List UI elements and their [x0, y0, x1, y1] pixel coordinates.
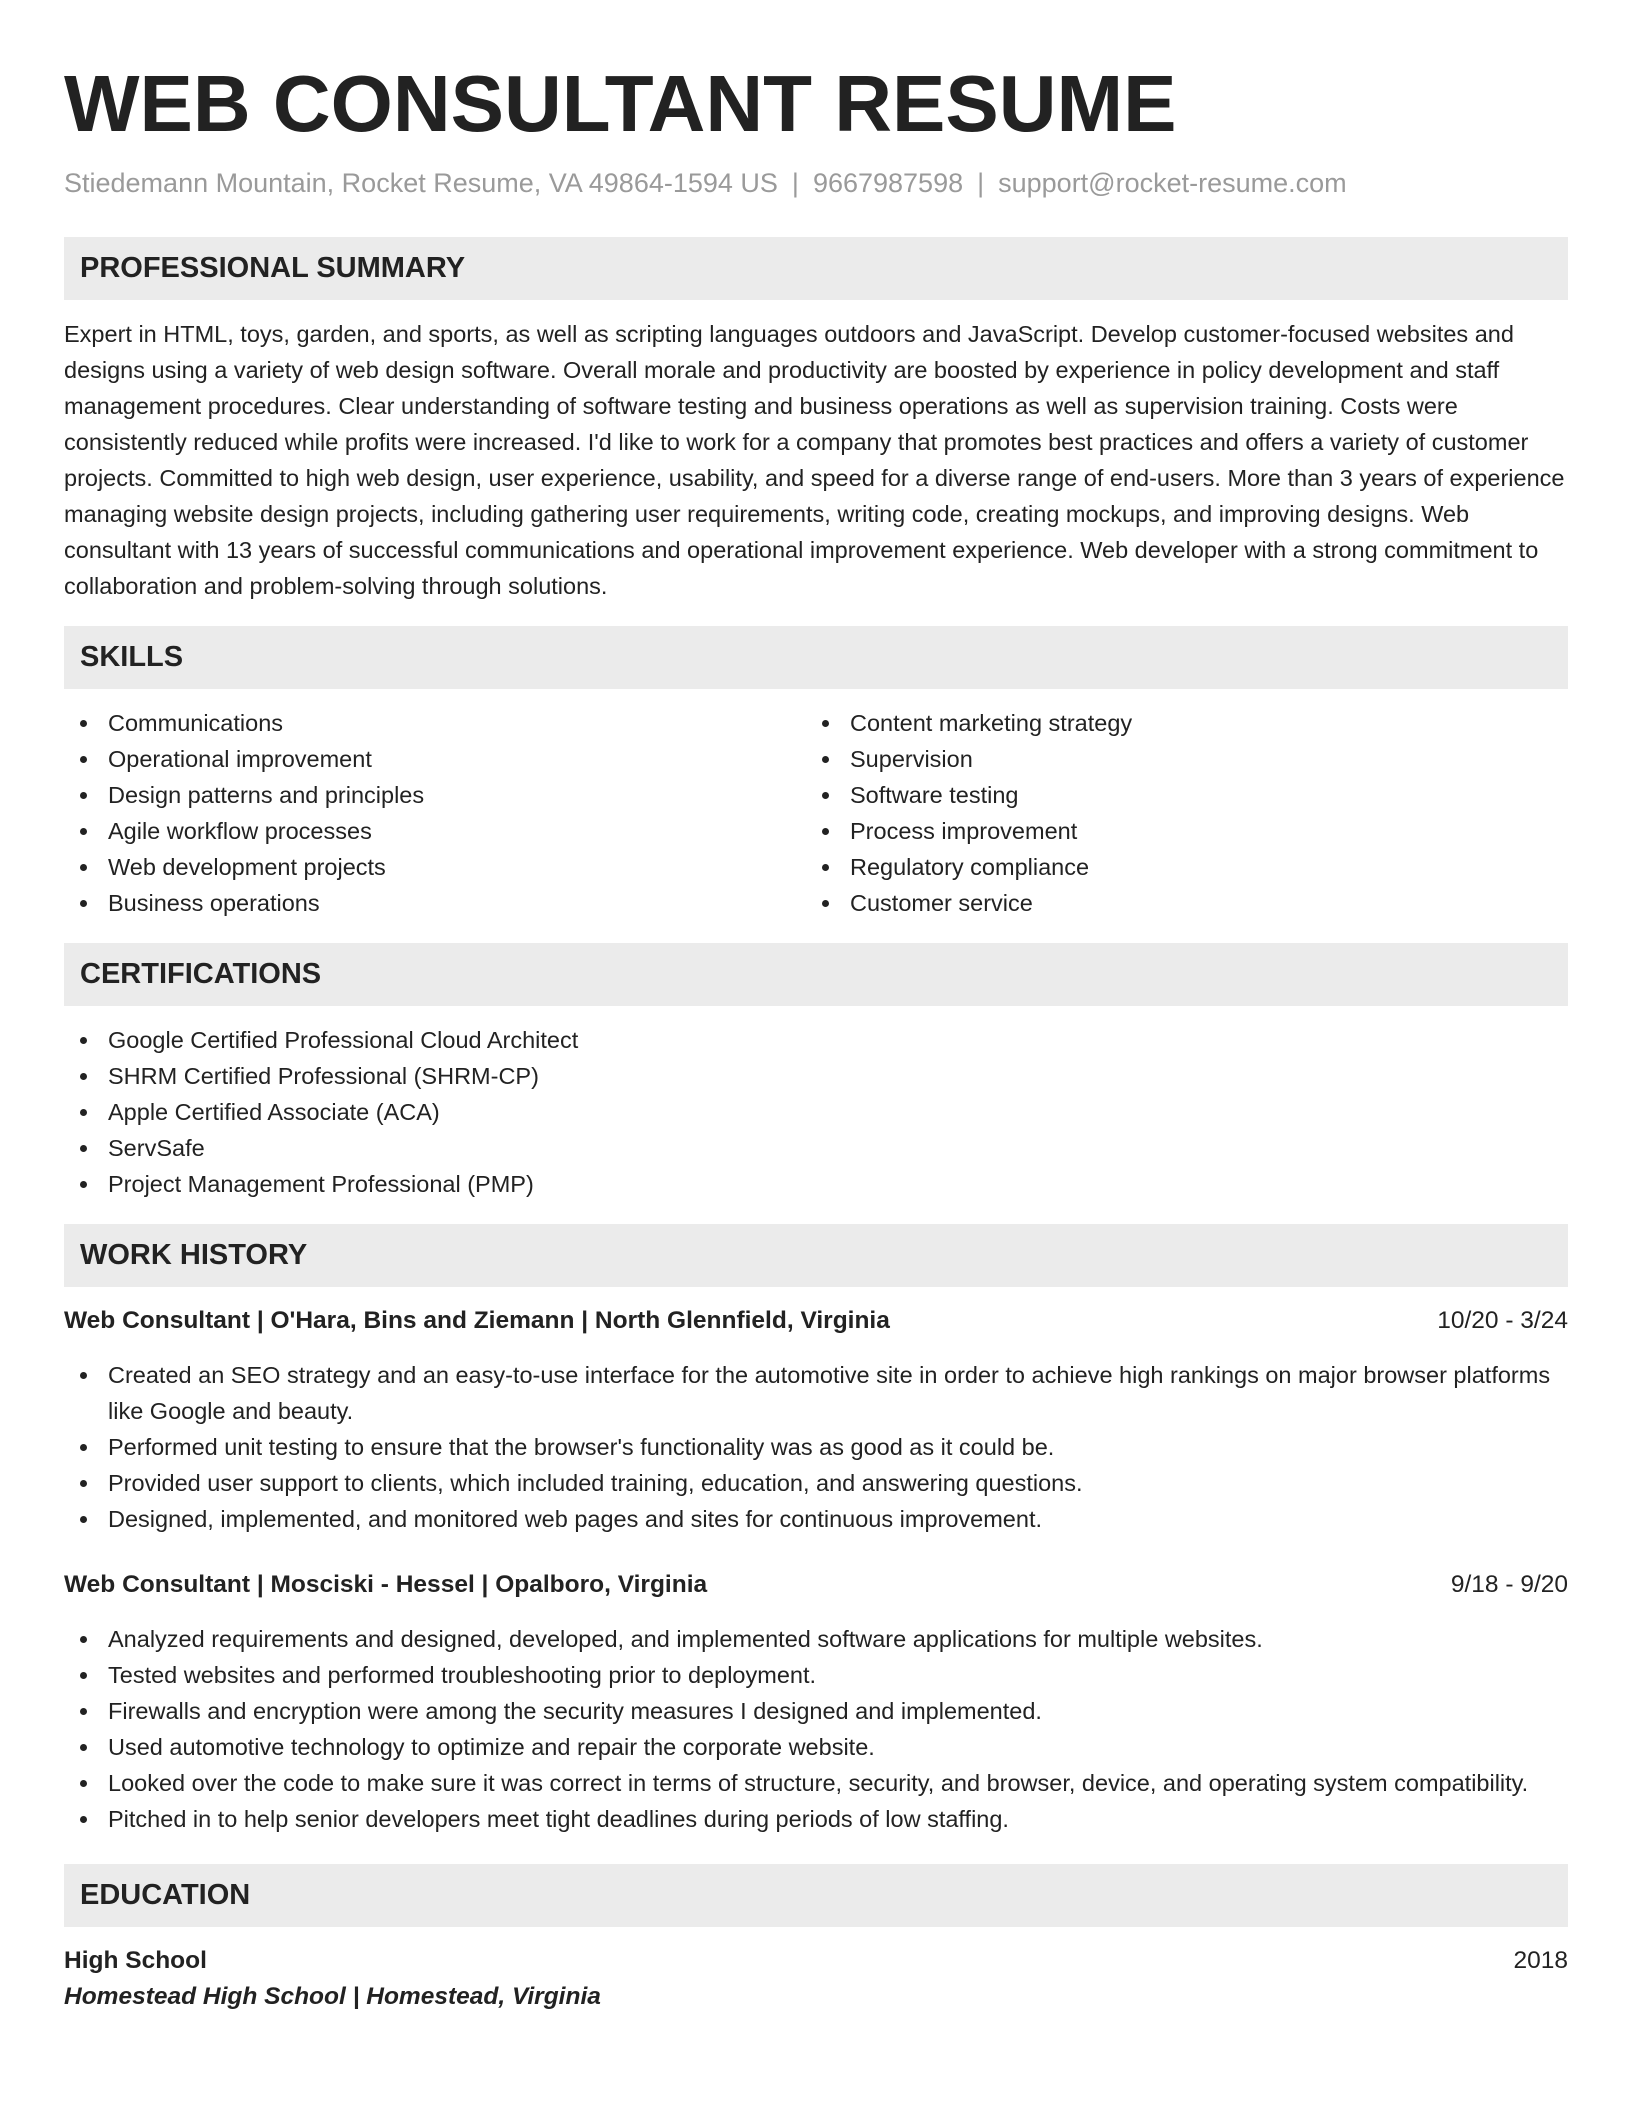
job-bullet: Tested websites and performed troubleshooting prior to deployment. — [64, 1657, 1568, 1693]
contact-line — [64, 166, 1568, 200]
job-dates: 9/18 - 9/20 — [1450, 1571, 1568, 1598]
education-section-header: EDUCATION — [64, 1864, 1568, 1927]
contact-address: Stiedemann Mountain, Rocket Resume, VA 49864-1594 US — [64, 168, 778, 198]
skills-section-header: SKILLS — [64, 626, 1568, 689]
job-bullet: Created an SEO strategy and an easy-to-use interface for the automotive site in order to achieve high rankings on major browser platforms like Google and beauty. — [64, 1357, 1568, 1429]
summary-section-header: PROFESSIONAL SUMMARY — [64, 237, 1568, 300]
certification-item: Apple Certified Associate (ACA) — [64, 1094, 1568, 1130]
skill-item: Agile workflow processes — [64, 813, 806, 849]
education-school: Homestead High School | Homestead, Virginia — [64, 1983, 601, 2010]
skill-item: Content marketing strategy — [806, 705, 1548, 741]
job-bullet: Pitched in to help senior developers meet tight deadlines during periods of low staffing. — [64, 1801, 1568, 1837]
skill-item: Process improvement — [806, 813, 1548, 849]
skill-item: Operational improvement — [64, 741, 806, 777]
job-bullet: Provided user support to clients, which included training, education, and answering questions. — [64, 1465, 1568, 1501]
job-bullet: Looked over the code to make sure it was correct in terms of structure, security, and browser, device, and operating system compatibility. — [64, 1765, 1568, 1801]
certification-item: SHRM Certified Professional (SHRM-CP) — [64, 1058, 1568, 1094]
skills-list-right — [806, 705, 1548, 921]
skill-item: Supervision — [806, 741, 1548, 777]
certifications-section-header: CERTIFICATIONS — [64, 943, 1568, 1006]
skill-item: Customer service — [806, 885, 1548, 921]
job-bullet: Designed, implemented, and monitored web pages and sites for continuous improvement. — [64, 1501, 1568, 1537]
skill-item: Software testing — [806, 777, 1548, 813]
work-history-section-header: WORK HISTORY — [64, 1224, 1568, 1287]
summary-text: Expert in HTML, toys, garden, and sports, as well as scripting languages outdoors and JavaScript. Develop customer-focused websites and designs using a variety of web design software. Overall morale and productivity are boosted by experience in policy development and staff management procedures. Clear understanding of software testing and business operations as well as supervision training. Costs were consistently reduced while profits were increased. I'd like to work for a company that promotes best practices and offers a variety of customer projects. Committed to high web design, user experience, usability, and speed for a diverse range of end-users. More than 3 years of experience managing website design projects, including gathering user requirements, writing code, creating mockups, and improving designs. Web consultant with 13 years of successful communications and operational improvement experience. Web developer with a strong commitment to collaboration and problem-solving through solutions. — [64, 321, 1565, 599]
skill-item: Business operations — [64, 885, 806, 921]
skill-item: Web development projects — [64, 849, 806, 885]
skill-item: Regulatory compliance — [806, 849, 1548, 885]
job-bullet: Analyzed requirements and designed, developed, and implemented software applications for multiple websites. — [64, 1621, 1568, 1657]
job-title: Web Consultant | Mosciski - Hessel | Opalboro, Virginia — [64, 1571, 708, 1598]
job-header — [64, 1567, 1568, 1603]
certifications-list — [64, 1022, 1568, 1202]
job-title: Web Consultant | O'Hara, Bins and Ziemann | North Glennfield, Virginia — [64, 1307, 890, 1334]
job-bullet: Firewalls and encryption were among the security measures I designed and implemented. — [64, 1693, 1568, 1729]
job-dates: 10/20 - 3/24 — [1437, 1307, 1568, 1334]
education-year: 2018 — [1513, 1947, 1568, 1974]
skills-grid — [64, 705, 1568, 921]
skill-item: Communications — [64, 705, 806, 741]
contact-email: support@rocket-resume.com — [998, 168, 1347, 198]
education-degree: High School — [64, 1947, 207, 1974]
job-bullet: Performed unit testing to ensure that the browser's functionality was as good as it could be. — [64, 1429, 1568, 1465]
job-bullets — [64, 1357, 1568, 1537]
certification-item: ServSafe — [64, 1130, 1568, 1166]
skill-item: Design patterns and principles — [64, 777, 806, 813]
contact-separator: | — [791, 168, 799, 198]
certification-item: Google Certified Professional Cloud Architect — [64, 1022, 1568, 1058]
job-bullets — [64, 1621, 1568, 1837]
job-bullet: Used automotive technology to optimize and repair the corporate website. — [64, 1729, 1568, 1765]
resume-title: WEB CONSULTANT RESUME — [64, 59, 1177, 148]
education-header — [64, 1943, 1568, 1979]
skills-list-left — [64, 705, 806, 921]
contact-phone: 9667987598 — [812, 168, 964, 198]
contact-separator: | — [977, 168, 985, 198]
certification-item: Project Management Professional (PMP) — [64, 1166, 1568, 1202]
job-header — [64, 1303, 1568, 1339]
